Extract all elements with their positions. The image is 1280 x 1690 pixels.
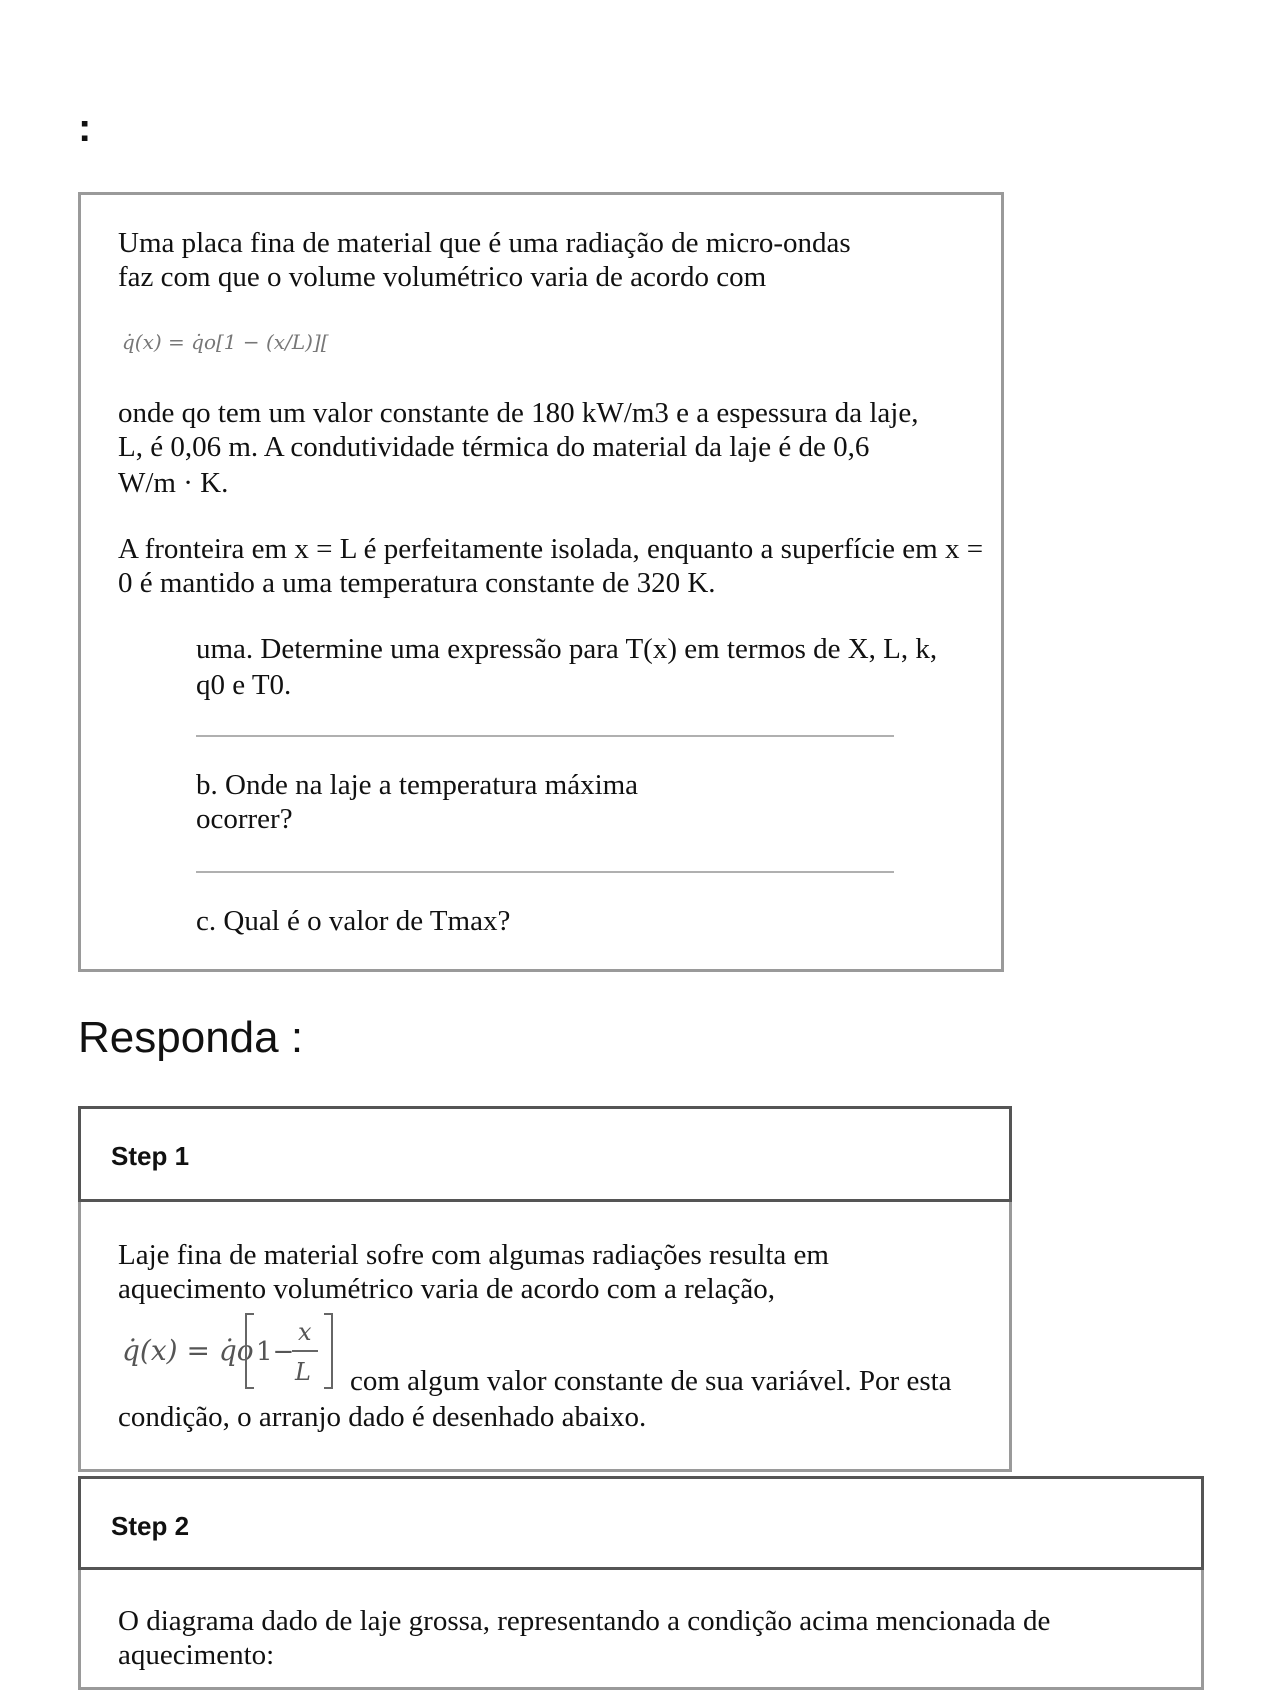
step-1-line3: com algum valor constante de sua variável. Por esta bbox=[350, 1365, 952, 1397]
question-item-a-line2: q0 e T0. bbox=[196, 669, 292, 701]
step-2-label: Step 2 bbox=[111, 1511, 190, 1541]
question-para2-line1: onde qo tem um valor constante de 180 kW/m3 e a espessura da laje, bbox=[118, 397, 919, 429]
heating-relation-formula bbox=[120, 1310, 344, 1392]
step-1-line1: Laje fina de material sofre com algumas radiações resulta em bbox=[118, 1239, 829, 1271]
formula-lhs: q̇(x) = q̇o bbox=[122, 1334, 254, 1367]
step-1-header bbox=[78, 1106, 1012, 1202]
heat-generation-formula: q̇(x) = q̇o[1 − (x/L)][ bbox=[122, 330, 329, 354]
question-para2-line2: L, é 0,06 m. A condutividade térmica do material da laje é de 0,6 bbox=[118, 431, 870, 463]
formula-right-bracket bbox=[324, 1314, 332, 1388]
step-2-line2: aquecimento: bbox=[118, 1639, 275, 1671]
formula-numerator: x bbox=[298, 1318, 312, 1346]
step-2-line1: O diagrama dado de laje grossa, representando a condição acima mencionada de bbox=[118, 1605, 1051, 1637]
question-para2-line3: W/m · K. bbox=[118, 467, 229, 499]
step-1-line2: aquecimento volumétrico varia de acordo com a relação, bbox=[118, 1273, 776, 1305]
question-para1-line2: faz com que o volume volumétrico varia de acordo com bbox=[118, 261, 767, 293]
formula-one-minus: 1− bbox=[256, 1337, 295, 1367]
question-item-a-line1: uma. Determine uma expressão para T(x) em termos de X, L, k, bbox=[196, 633, 938, 665]
divider-a bbox=[196, 735, 894, 737]
question-item-b-line1: b. Onde na laje a temperatura máxima bbox=[196, 769, 639, 801]
step-1-label: Step 1 bbox=[111, 1141, 190, 1171]
answer-heading: Responda : bbox=[78, 1013, 304, 1062]
divider-b bbox=[196, 871, 894, 873]
question-item-b-line2: ocorrer? bbox=[196, 803, 293, 835]
question-para1-line1: Uma placa fina de material que é uma radiação de micro-ondas bbox=[118, 227, 851, 259]
step-1-line4: condição, o arranjo dado é desenhado abaixo. bbox=[118, 1401, 647, 1433]
header-colon: : bbox=[78, 106, 92, 150]
question-para3-line1: A fronteira em x = L é perfeitamente isolada, enquanto a superfície em x = bbox=[118, 533, 984, 565]
formula-denominator: L bbox=[295, 1358, 311, 1386]
step-2-header bbox=[78, 1476, 1204, 1570]
question-para3-line2: 0 é mantido a uma temperatura constante de 320 K. bbox=[118, 567, 716, 599]
question-item-c: c. Qual é o valor de Tmax? bbox=[196, 905, 511, 937]
